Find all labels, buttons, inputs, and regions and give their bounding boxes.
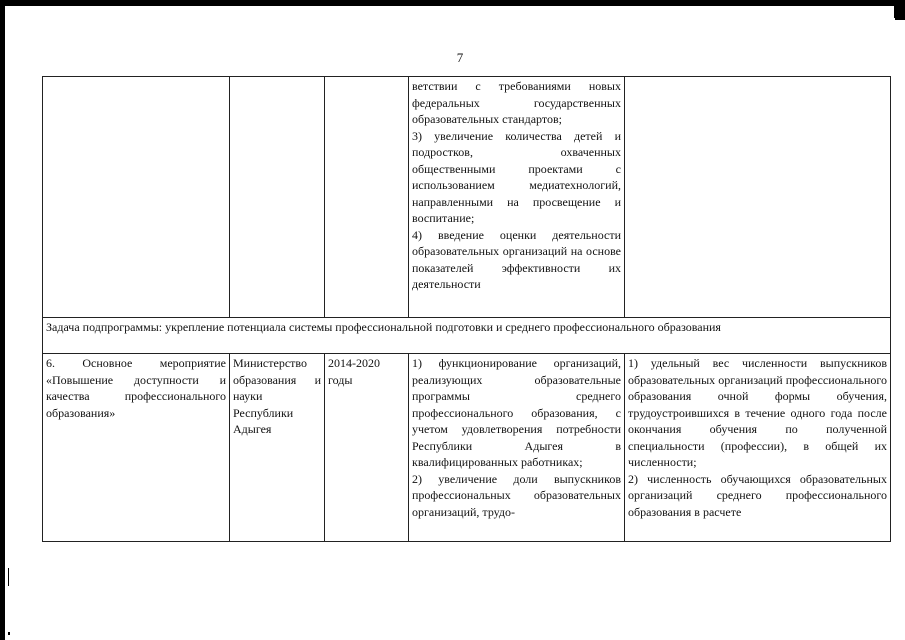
indicator-item: 2) численность обучающихся образовательных организаций среднего профессионального образования в расчете (628, 471, 887, 519)
result-item: 2) увеличение доли выпускников профессиональных образовательных организаций, трудо- (412, 471, 621, 519)
cell-indicators (625, 354, 891, 542)
subprogram-task: Задача подпрограммы: укрепление потенциала системы профессиональной подготовки и среднего профессионального образования (43, 318, 891, 354)
result-item: 1) функционирование организаций, реализующих образовательные программы среднего профессионального образования, с учетом удовлетворения потребности Республики Адыгея в квалифицированных работниках; (412, 356, 621, 469)
page-number: 7 (456, 50, 464, 65)
program-table (42, 76, 891, 542)
scan-mark (8, 568, 9, 586)
cell-period-empty (325, 77, 409, 318)
result-item: 4) введение оценки деятельности образовательных организаций на основе показателей эффективности их деятельности (412, 227, 621, 291)
result-item: 3) увеличение количества детей и подростков, охваченных общественными проектами с использованием медиатехнологий, направленными на просвещение и воспитание; (412, 128, 621, 225)
scan-border-top-mask (0, 6, 895, 20)
table-row-continued (43, 77, 891, 318)
cell-indicators-empty (625, 77, 891, 318)
indicator-item: 1) удельный вес численности выпускников образовательных организаций профессионального образования очной формы обучения, трудоустроившихся в течение одного года после окончания обучения по полученной специальности (профессии), в общей их численности; (628, 356, 887, 469)
table-row-measure (43, 354, 891, 542)
cell-executor: Министерство образования и науки Республики Адыгея (230, 354, 325, 542)
scan-mark (8, 632, 10, 635)
cell-period: 2014-2020 годы (325, 354, 409, 542)
cell-expected-results (409, 77, 625, 318)
cell-measure-empty (43, 77, 230, 318)
cell-executor-empty (230, 77, 325, 318)
cell-measure-name: 6. Основное мероприятие «Повышение доступности и качества профессионального образования» (43, 354, 230, 542)
scan-border-left (0, 0, 5, 640)
table-row-task (43, 318, 891, 354)
result-item: ветствии с требованиями новых федеральных государственных образовательных стандартов; (412, 79, 621, 126)
scan-border-right (894, 0, 905, 18)
cell-expected-results (409, 354, 625, 542)
